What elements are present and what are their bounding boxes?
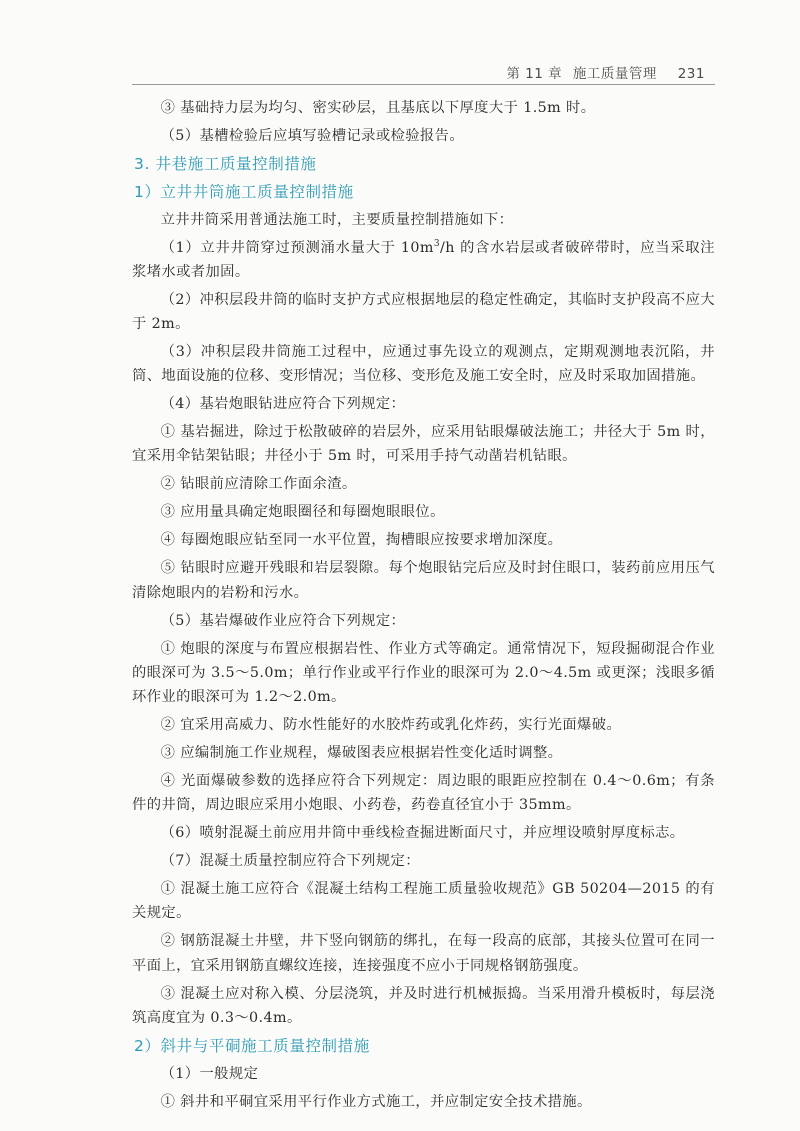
paragraph: （3）冲积层段井筒施工过程中，应通过事先设立的观测点，定期观测地表沉陷，井筒、地面设施的位移、变形情况；当位移、变形危及施工安全时，应及时采取加固措施。 (132, 344, 715, 385)
running-head (500, 62, 705, 82)
chapter-number: 第 11 章 (506, 66, 563, 82)
page-header (0, 62, 800, 86)
paragraph: ④ 光面爆破参数的选择应符合下列规定：周边眼的眼距应控制在 0.4～0.6m；有条件的井筒，周边眼应采用小炮眼、小药卷，药卷直径宜小于 35mm。 (132, 773, 715, 814)
paragraph: ⑤ 钻眼时应避开残眼和岩层裂隙。每个炮眼钻完后应及时封住眼口，装药前应用压气清除炮眼内的岩粉和污水。 (132, 560, 715, 601)
paragraph: （5）基槽检验后应填写验槽记录或检验报告。 (160, 128, 465, 144)
paragraph: ③ 应编制施工作业规程，爆破图表应根据岩性变化适时调整。 (160, 745, 563, 762)
paragraph: ① 混凝土施工应符合《混凝土结构工程施工质量验收规范》GB 50204—2015 的有关规定。 (132, 881, 715, 922)
chapter-title: 施工质量管理 (572, 66, 657, 82)
paragraph-text: /h 的含水岩层或者破碎带时，应当采取注浆堵水或者加固。 (132, 239, 715, 280)
paragraph: （7）混凝土质量控制应符合下列规定： (160, 853, 420, 870)
paragraph: ② 宜采用高威力、防水性能好的水胶炸药或乳化炸药，实行光面爆破。 (160, 717, 622, 734)
paragraph: （1）一般规定 (160, 1065, 259, 1082)
paragraph: （6）喷射混凝土前应用井筒中垂线检查掘进断面尺寸，并应埋设喷射厚度标志。 (160, 825, 685, 842)
paragraph: （5）基岩爆破作业应符合下列规定： (160, 612, 406, 629)
paragraph (132, 236, 715, 284)
paragraph-text: （1）立井井筒穿过预测涌水量大于 10m (160, 239, 434, 256)
paragraph: ④ 每圈炮眼应钻至同一水平位置，掏槽眼应按要求增加深度。 (160, 532, 563, 549)
subsection-heading: 1）立井井筒施工质量控制措施 (134, 182, 354, 201)
paragraph: ① 基岩掘进，除过于松散破碎的岩层外，应采用钻眼爆破法施工；井径大于 5m 时，宜采用伞钻架钻眼；井径小于 5m 时，可采用手持气动凿岩机钻眼。 (132, 424, 715, 465)
subsection-heading: 2）斜井与平硐施工质量控制措施 (134, 1036, 370, 1055)
superscript: 3 (433, 238, 440, 249)
paragraph: ② 钻眼前应清除工作面余渣。 (160, 476, 357, 493)
paragraph: （4）基岩炮眼钻进应符合下列规定： (160, 396, 406, 413)
paragraph: ① 炮眼的深度与布置应根据岩性、作业方式等确定。通常情况下，短段掘砌混合作业的眼深可为 3.5～5.0m；单行作业或平行作业的眼深可为 2.0～4.5m 或更深；浅眼多循环作业的眼深可为 1.2～2.0m。 (132, 640, 715, 706)
page-number: 231 (677, 66, 705, 82)
section-heading: 3. 井巷施工质量控制措施 (134, 155, 317, 173)
paragraph: ③ 基础持力层为均匀、密实砂层，且基底以下厚度大于 1.5m 时。 (160, 100, 596, 116)
paragraph: ② 钢筋混凝土井壁，井下竖向钢筋的绑扎，在每一段高的底部，其接头位置可在同一平面上，宜采用钢筋直螺纹连接，连接强度不应小于同规格钢筋强度。 (132, 933, 715, 974)
header-divider (132, 84, 715, 85)
paragraph: （2）冲积层段井筒的临时支护方式应根据地层的稳定性确定，其临时支护段高不应大于 2m。 (132, 291, 715, 332)
paragraph: 立井井筒采用普通法施工时，主要质量控制措施如下： (160, 211, 514, 228)
paragraph: ③ 应用量具确定炮眼圈径和每圈炮眼眼位。 (160, 504, 445, 521)
page-body (132, 96, 715, 1118)
paragraph: ③ 混凝土应对称入模、分层浇筑，并及时进行机械振捣。当采用滑升模板时，每层浇筑高度宜为 0.3～0.4m。 (132, 985, 715, 1026)
paragraph: ① 斜井和平硐宜采用平行作业方式施工，并应制定安全技术措施。 (160, 1093, 592, 1110)
